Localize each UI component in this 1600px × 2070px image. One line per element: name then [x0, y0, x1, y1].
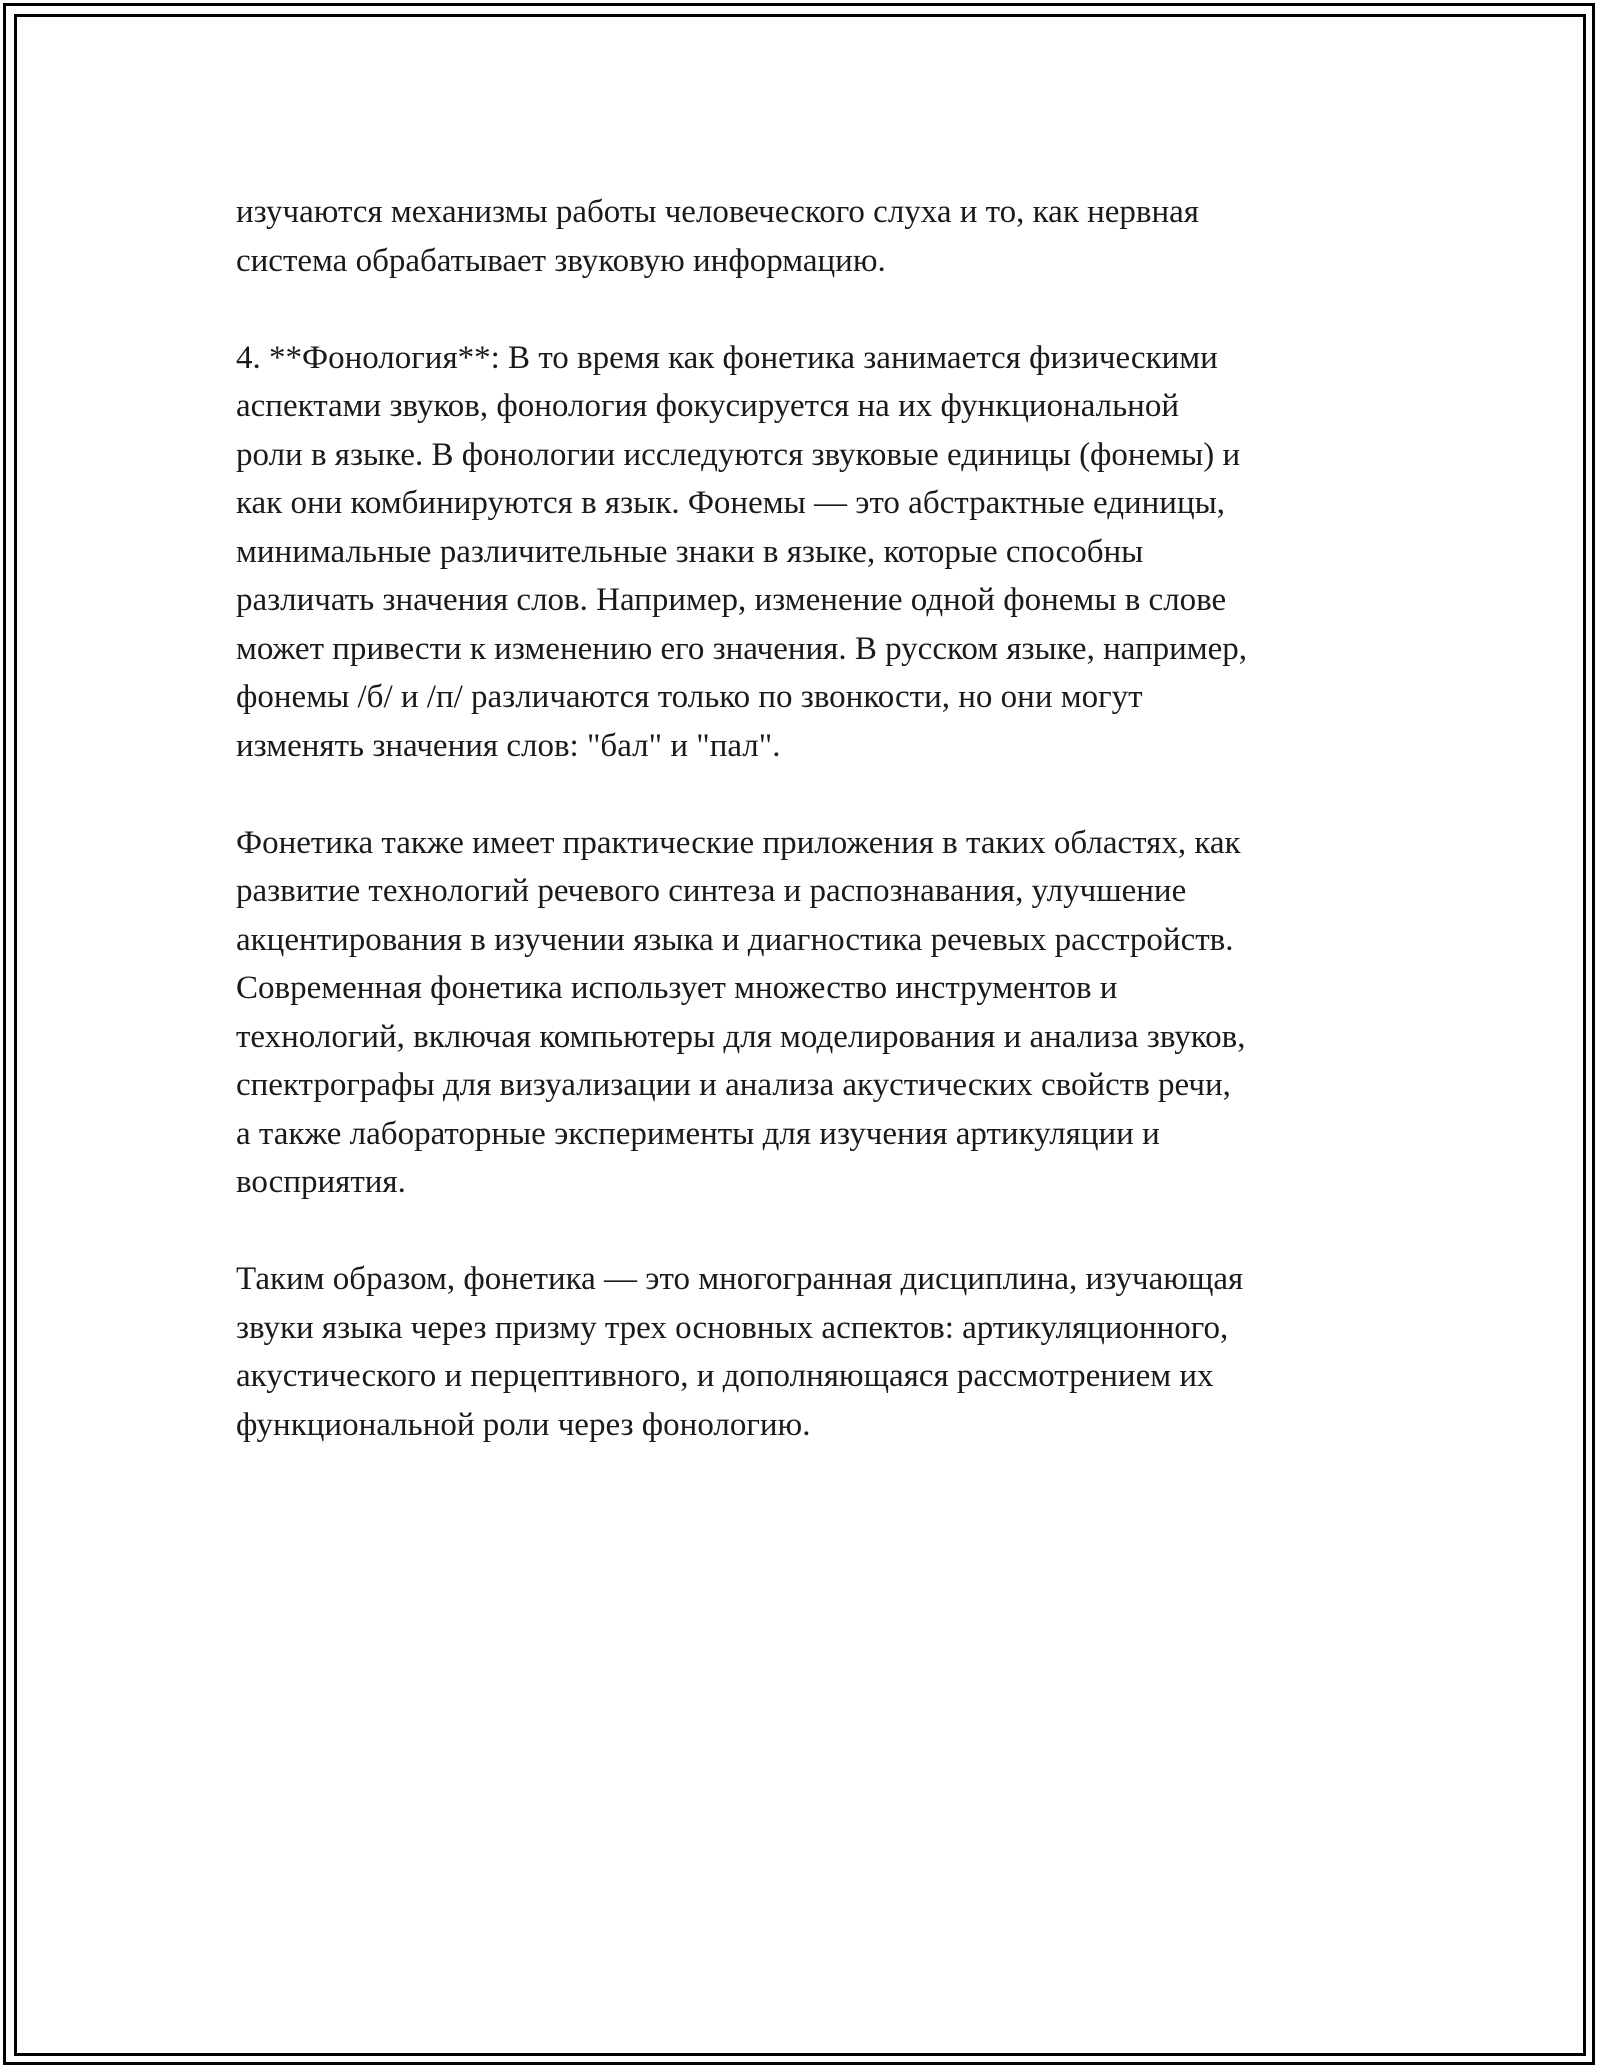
text-line: как они комбинируются в язык. Фонемы — это абстрактные единицы,: [236, 485, 1226, 521]
text-line: роли в языке. В фонологии исследуются звуковые единицы (фонемы) и: [236, 436, 1241, 473]
text-line: акустического и перцептивного, и дополняющаяся рассмотрением их: [236, 1358, 1214, 1394]
paragraph-conclusion: [236, 1255, 1386, 1449]
text-line: система обрабатывает звуковую информацию.: [236, 242, 886, 279]
text-line: изучаются механизмы работы человеческого слуха и то, как нервная: [236, 194, 1199, 230]
text-line: акцентирования в изучении языка и диагностика речевых расстройств.: [236, 921, 1234, 958]
text-line: восприятия.: [236, 1164, 406, 1200]
paragraph-phonology: [236, 334, 1386, 771]
text-line: технологий, включая компьютеры для моделирования и анализа звуков,: [236, 1018, 1246, 1055]
text-line: функциональной роли через фонологию.: [236, 1406, 811, 1443]
text-line: минимальные различительные знаки в языке, которые способны: [236, 533, 1144, 570]
text-line: спектрографы для визуализации и анализа акустических свойств речи,: [236, 1067, 1231, 1103]
text-line: изменять значения слов: "бал" и "пал".: [236, 727, 781, 764]
text-line: аспектами звуков, фонология фокусируется на их функциональной: [236, 388, 1179, 424]
text-line: Фонетика также имеет практические приложения в таких областях, как: [236, 824, 1241, 861]
text-line: различать значения слов. Например, изменение одной фонемы в слове: [236, 582, 1227, 618]
text-line: звуки языка через призму трех основных аспектов: артикуляционного,: [236, 1309, 1229, 1346]
text-line: Таким образом, фонетика — это многогранная дисциплина, изучающая: [236, 1261, 1244, 1297]
paragraph-applications: [236, 819, 1386, 1207]
text-line: может привести к изменению его значения. В русском языке, например,: [236, 630, 1248, 667]
paragraph-continuation: [236, 188, 1386, 285]
text-line: развитие технологий речевого синтеза и распознавания, улучшение: [236, 873, 1187, 909]
text-line: фонемы /б/ и /п/ различаются только по звонкости, но они могут: [236, 679, 1143, 715]
document-body: [236, 188, 1386, 1498]
text-line: 4. **Фонология**: В то время как фонетика занимается физическими: [236, 339, 1218, 376]
text-line: Современная фонетика использует множество инструментов и: [236, 970, 1118, 1006]
text-line: а также лабораторные эксперименты для изучения артикуляции и: [236, 1115, 1160, 1152]
